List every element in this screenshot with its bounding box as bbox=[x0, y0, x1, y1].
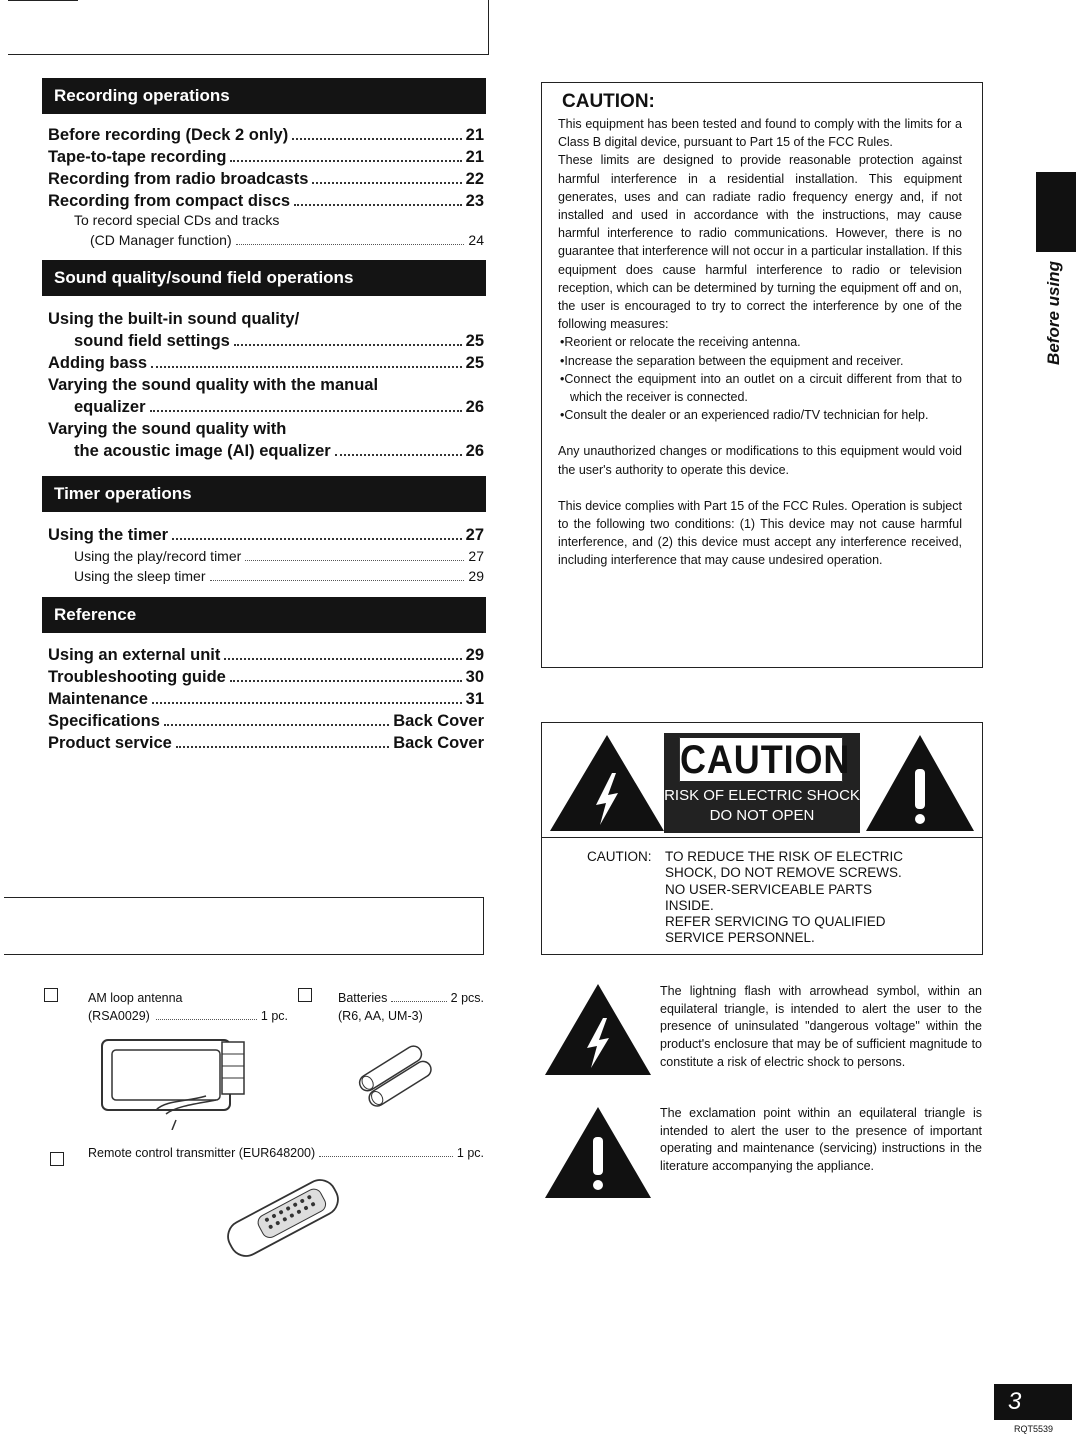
toc-subitem: Using the sleep timer 29 bbox=[74, 568, 484, 584]
fcc-caution-text: This equipment has been tested and found to comply with the limits for a Class B digital device, pursuant to Part 15 of the FCC Rules. These limits are designed to provide reasonable protection against harmful interference in a residential installation. This equipment generates, uses and can radiate radio frequency energy and, if not installed and used in accordance with the instructions, may cause harmful interference to radio communications. However, there is no guarantee that interference will not occur in a particular installation. If this equipment does cause harmful interference to radio or television reception, which can be determined by turning the equipment off and on, the user is encouraged to try to correct the interference by one of the following measures: •Reorient or relocate the receiving antenna. •Increase the separation between the equipment and receiver. •Connect the equipment into an outlet on a circuit different from that to which the receiver is connected. •Consult the dealer or an experienced radio/TV technician for help. Any unauthorized changes or modifications to this equipment would void the user's authority to operate this device. This device complies with Part 15 of the FCC Rules. Operation is subject to the following two conditions: (1) This device may not cause harmful interference, and (2) this device must accept any interference received, including interference that may cause undesired operation. bbox=[558, 117, 962, 568]
am-antenna-name: AM loop antenna bbox=[88, 991, 183, 1005]
toc-item: Adding bass 25 bbox=[48, 354, 484, 372]
toc-item: Product service Back Cover bbox=[48, 734, 484, 752]
toc-item: Specifications Back Cover bbox=[48, 712, 484, 730]
caution-sign-line2: DO NOT OPEN bbox=[709, 807, 815, 824]
exclamation-description: The exclamation point within an equilateral triangle is intended to alert the user to the presence of important operating and maintenance (servicing) instructions in the literature accompanying the appliance. bbox=[660, 1106, 982, 1174]
section-header-sound: Sound quality/sound field operations bbox=[42, 260, 486, 296]
toc-item: Maintenance 31 bbox=[48, 690, 484, 708]
toc-item: Before recording (Deck 2 only) 21 bbox=[48, 126, 484, 144]
empty-frame bbox=[4, 897, 484, 955]
caution-sign-line1: RISK OF ELECTRIC SHOCK bbox=[664, 787, 860, 804]
batteries-model: (R6, AA, UM-3) bbox=[338, 1009, 423, 1023]
am-loop-antenna-image bbox=[96, 1030, 256, 1130]
caution-sign-title: CAUTION bbox=[680, 738, 851, 782]
section-header-reference: Reference bbox=[42, 597, 486, 633]
remote-control-image bbox=[218, 1178, 348, 1258]
batteries-checkbox[interactable] bbox=[298, 988, 312, 1002]
batteries-image bbox=[352, 1040, 442, 1110]
lightning-warning-icon bbox=[548, 733, 666, 833]
toc-item: the acoustic image (AI) equalizer 26 bbox=[74, 442, 484, 460]
toc-item: Tape-to-tape recording 21 bbox=[48, 148, 484, 166]
am-antenna-model: (RSA0029) 1 pc. bbox=[88, 1009, 288, 1023]
toc-item: Using the built-in sound quality/ bbox=[48, 310, 300, 328]
fcc-caution-box bbox=[541, 82, 983, 668]
caution-sign bbox=[664, 733, 860, 833]
lightning-description: The lightning flash with arrowhead symbol, within an equilateral triangle, is intended to alert the user to the presence of uninsulated "dangerous voltage" within the product's enclosure that may be of sufficient magnitude to constitute a risk of electric shock to persons. bbox=[660, 984, 982, 1069]
batteries-name: Batteries 2 pcs. bbox=[338, 991, 484, 1005]
fcc-caution-title: CAUTION: bbox=[562, 91, 655, 112]
remote-name: Remote control transmitter (EUR648200) 1 pc. bbox=[88, 1146, 484, 1160]
lightning-symbol-icon bbox=[543, 982, 653, 1077]
top-frame bbox=[8, 0, 489, 55]
toc-item: equalizer 26 bbox=[74, 398, 484, 416]
toc-item: Using the timer 27 bbox=[48, 526, 484, 544]
toc-subitem: (CD Manager function) 24 bbox=[90, 232, 484, 248]
toc-subitem: Using the play/record timer 27 bbox=[74, 548, 484, 564]
document-code: RQT5539 bbox=[1014, 1424, 1054, 1434]
warning-caution-prefix: CAUTION: bbox=[587, 849, 652, 864]
exclamation-symbol-icon bbox=[543, 1105, 653, 1200]
exclamation-warning-icon bbox=[864, 733, 976, 833]
toc-item: Troubleshooting guide 30 bbox=[48, 668, 484, 686]
section-header-recording: Recording operations bbox=[42, 78, 486, 114]
toc-item: Recording from radio broadcasts 22 bbox=[48, 170, 484, 188]
remote-checkbox[interactable] bbox=[50, 1152, 64, 1166]
section-header-timer: Timer operations bbox=[42, 476, 486, 512]
side-tab-label: Before using bbox=[1044, 261, 1063, 365]
toc-item: sound field settings 25 bbox=[74, 332, 484, 350]
toc-item: Varying the sound quality with bbox=[48, 420, 287, 438]
warning-caution-text: TO REDUCE THE RISK OF ELECTRIC SHOCK, DO NOT REMOVE SCREWS. NO USER-SERVICEABLE PARTS INSIDE. REFER SERVICING TO QUALIFIED SERVICE PERSONNEL. bbox=[665, 849, 904, 946]
side-tab-block bbox=[1036, 172, 1076, 252]
toc-item: Using an external unit 29 bbox=[48, 646, 484, 664]
toc-item: Varying the sound quality with the manual bbox=[48, 376, 379, 394]
toc-subitem: To record special CDs and tracks bbox=[74, 212, 280, 228]
toc-item: Recording from compact discs 23 bbox=[48, 192, 484, 210]
am-antenna-checkbox[interactable] bbox=[44, 988, 58, 1002]
page-number: 3 bbox=[994, 1384, 1072, 1420]
warning-divider bbox=[541, 837, 983, 838]
